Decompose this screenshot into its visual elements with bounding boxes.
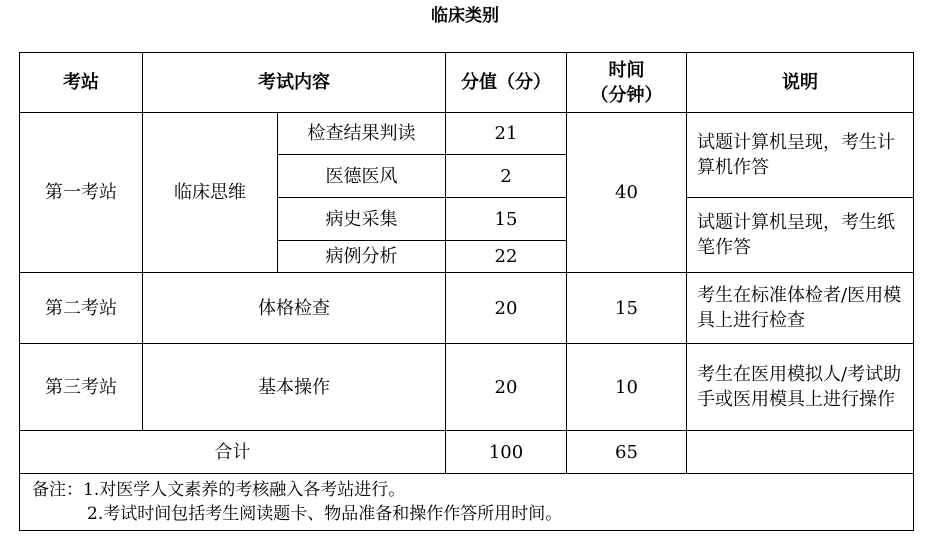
station1-item-label: 病例分析 bbox=[278, 241, 446, 273]
table-row bbox=[20, 344, 914, 431]
table-title: 临床类别 bbox=[431, 6, 499, 26]
header-time-line2: （分钟） bbox=[590, 84, 663, 106]
station1-time: 40 bbox=[567, 113, 687, 273]
remarks-line1: 备注：1.对医学人文素养的考核融入各考站进行。 bbox=[32, 480, 406, 500]
station1-note-b: 试题计算机呈现，考生纸笔作答 bbox=[687, 198, 914, 273]
remarks bbox=[20, 474, 914, 531]
station3-note: 考生在医用模拟人/考试助手或医用模具上进行操作 bbox=[687, 344, 914, 431]
remarks-row bbox=[20, 474, 914, 531]
station3-score: 20 bbox=[446, 344, 567, 431]
table-row bbox=[20, 113, 914, 155]
header-time bbox=[567, 53, 687, 113]
header-note: 说明 bbox=[687, 53, 914, 113]
station1-item-score: 2 bbox=[446, 155, 567, 198]
station2-name: 第二考站 bbox=[20, 273, 143, 344]
station2-score: 20 bbox=[446, 273, 567, 344]
station1-note-a: 试题计算机呈现，考生计算机作答 bbox=[687, 113, 914, 198]
total-time: 65 bbox=[567, 431, 687, 474]
station2-content: 体格检查 bbox=[143, 273, 446, 344]
header-row bbox=[20, 53, 914, 113]
station3-name: 第三考站 bbox=[20, 344, 143, 431]
station1-category: 临床思维 bbox=[143, 113, 278, 273]
remarks-line2: 2.考试时间包括考生阅读题卡、物品准备和操作作答所用时间。 bbox=[87, 504, 563, 524]
station1-item-score: 21 bbox=[446, 113, 567, 155]
station1-item-score: 22 bbox=[446, 241, 567, 273]
station1-item-score: 15 bbox=[446, 198, 567, 241]
station1-name: 第一考站 bbox=[20, 113, 143, 273]
header-station: 考站 bbox=[20, 53, 143, 113]
station2-note: 考生在标准体检者/医用模具上进行检查 bbox=[687, 273, 914, 344]
total-note-empty bbox=[687, 431, 914, 474]
station1-item-label: 病史采集 bbox=[278, 198, 446, 241]
station1-item-label: 检查结果判读 bbox=[278, 113, 446, 155]
total-label: 合计 bbox=[20, 431, 446, 474]
total-score: 100 bbox=[446, 431, 567, 474]
exam-table bbox=[19, 52, 914, 531]
header-content: 考试内容 bbox=[143, 53, 446, 113]
station3-time: 10 bbox=[567, 344, 687, 431]
header-time-line1: 时间 bbox=[608, 59, 645, 81]
station3-content: 基本操作 bbox=[143, 344, 446, 431]
table-row bbox=[20, 273, 914, 344]
header-score: 分值（分） bbox=[446, 53, 567, 113]
station2-time: 15 bbox=[567, 273, 687, 344]
total-row bbox=[20, 431, 914, 474]
station1-item-label: 医德医风 bbox=[278, 155, 446, 198]
